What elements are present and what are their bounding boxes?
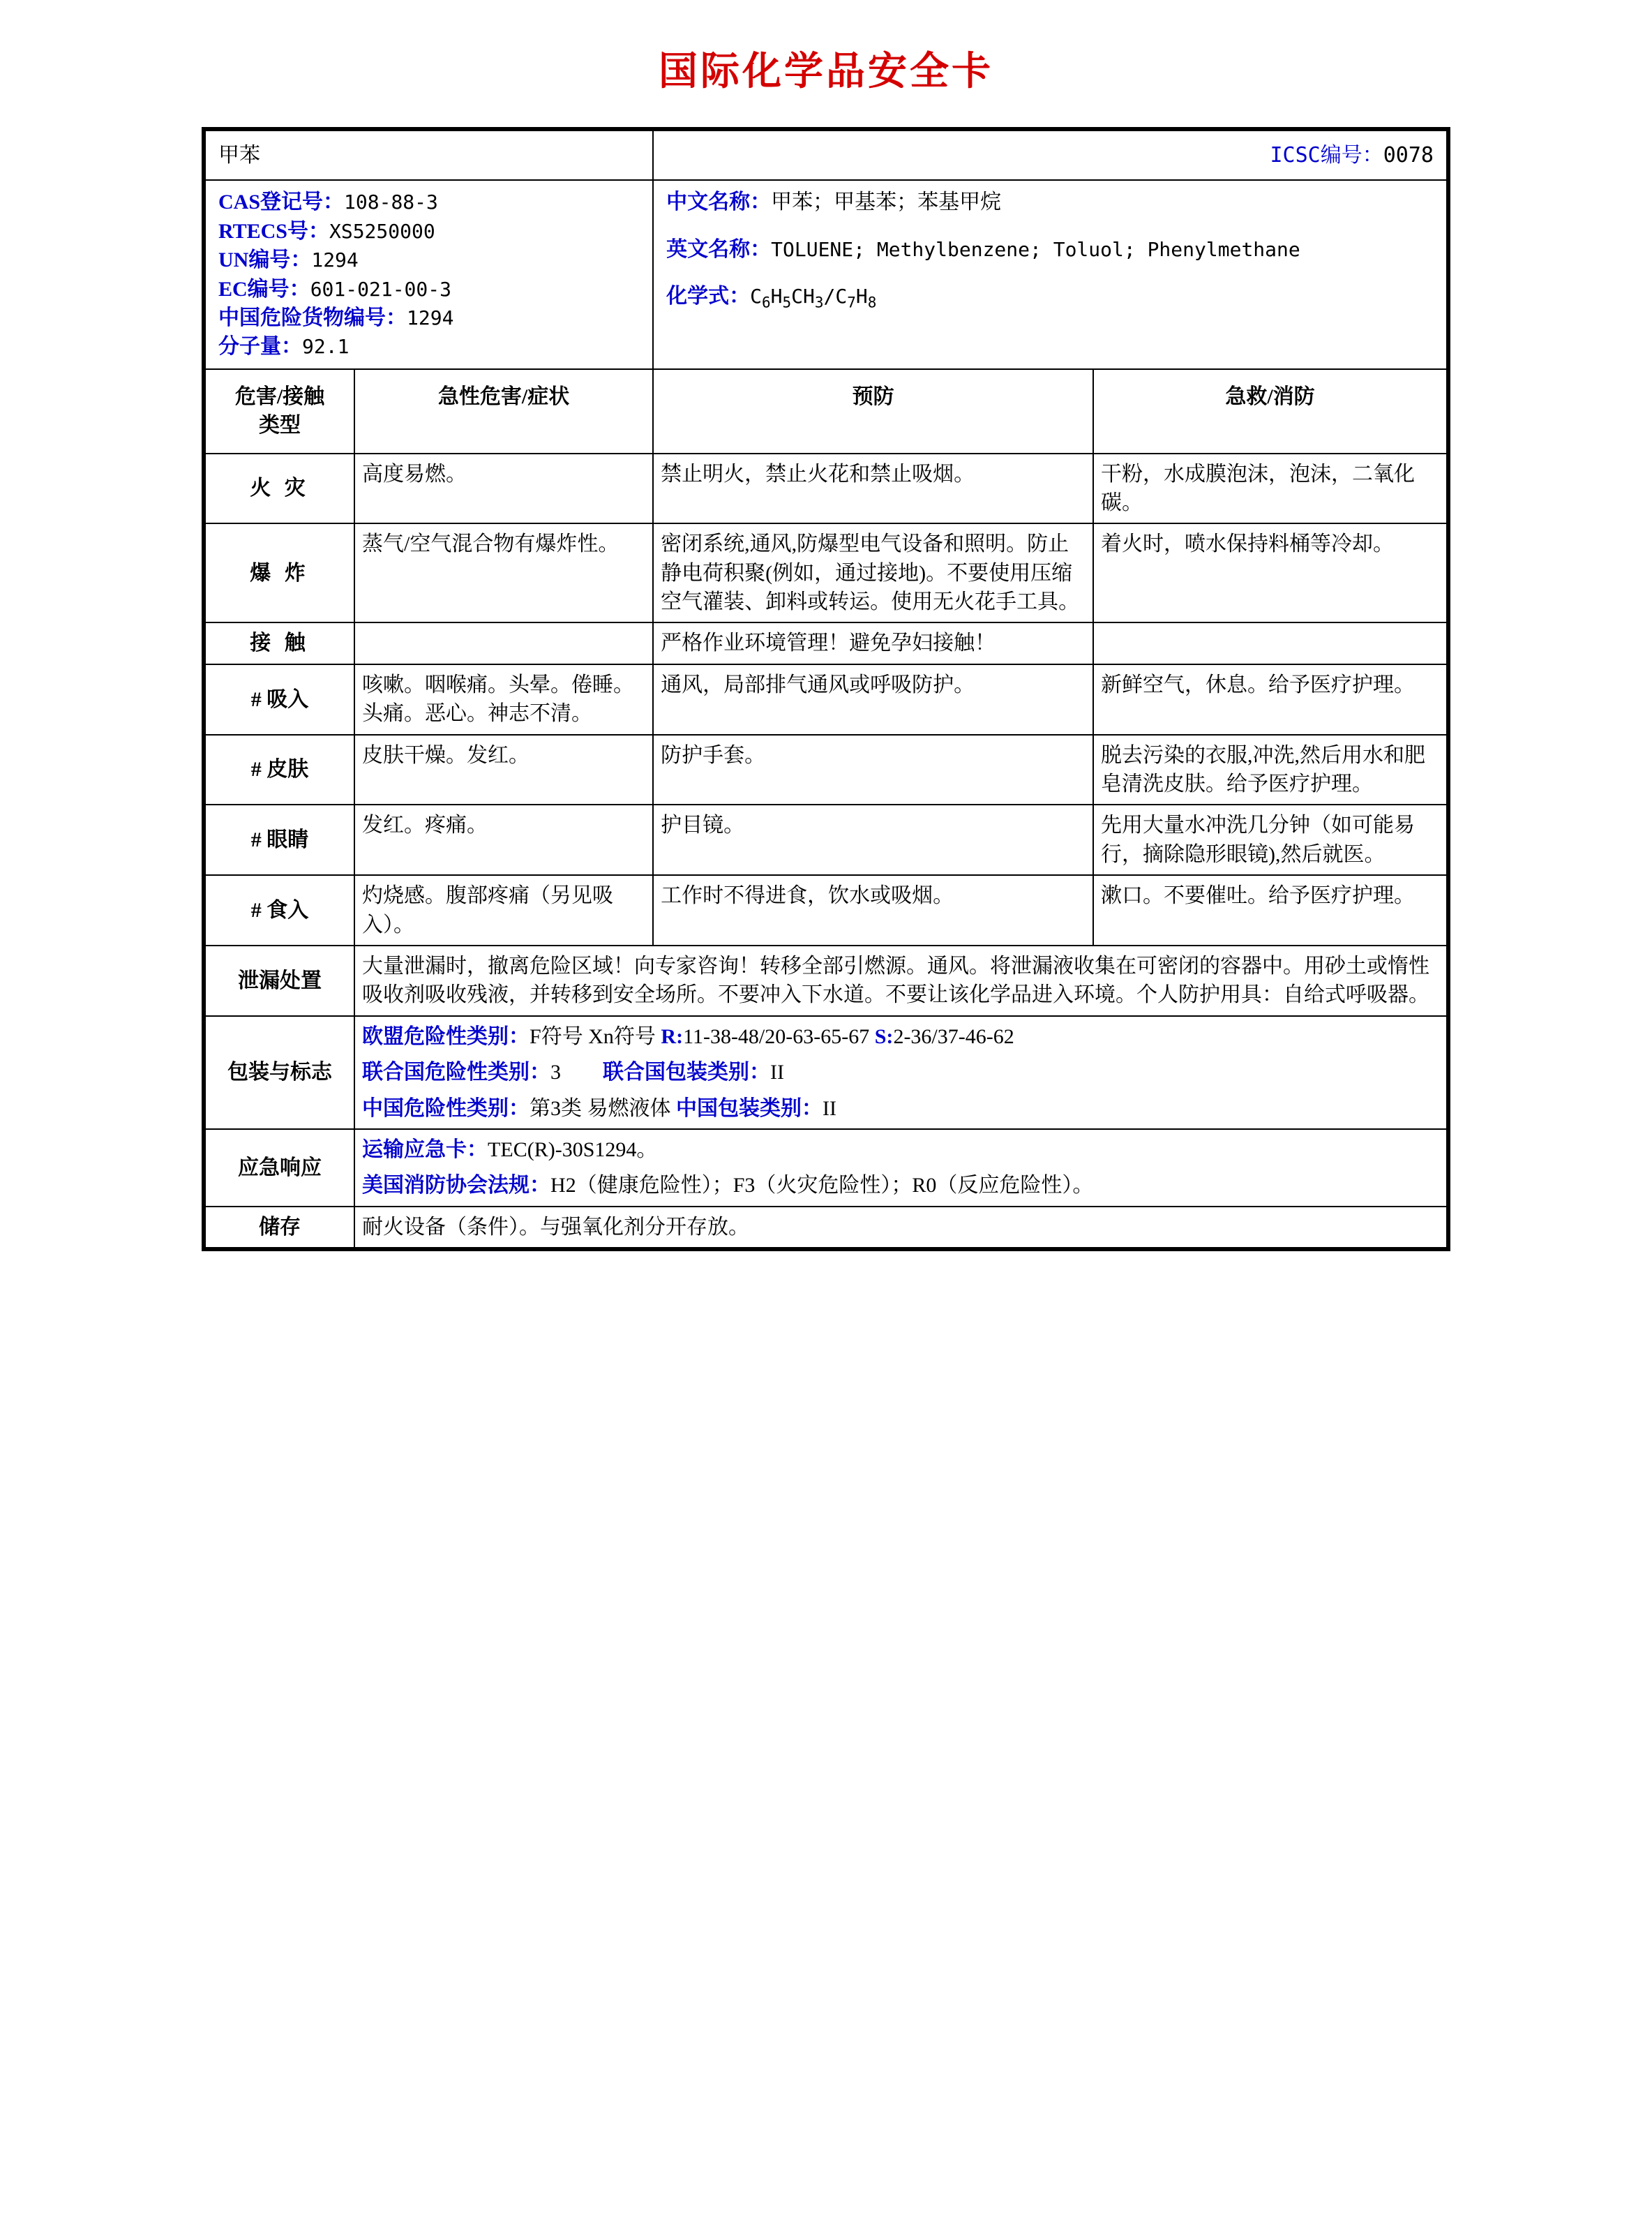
- mw-value: 92.1: [302, 335, 350, 359]
- rtecs-label: RTECS号：: [218, 219, 329, 243]
- eyes-hazard: 发红。疼痛。: [354, 805, 653, 875]
- un-label: UN编号：: [218, 248, 312, 272]
- field-label: S:: [874, 1024, 894, 1048]
- packaging-line: [362, 1022, 1439, 1051]
- spill-text: 大量泄漏时，撤离危险区域！向专家咨询！转移全部引燃源。通风。将泄漏液收集在可密闭的容器中。用砂土或惰性吸收剂吸收残液，并转移到安全场所。不要冲入下水道。不要让该化学品进入环境。个人防护用具：自给式呼吸器。: [354, 946, 1447, 1016]
- icsc-number-cell: [653, 130, 1447, 180]
- ingestion-firstaid: 漱口。不要催吐。给予医疗护理。: [1093, 875, 1447, 946]
- cn-dg-value: 1294: [407, 306, 454, 329]
- substance-name: 甲苯: [205, 130, 653, 180]
- emergency-text: [354, 1129, 1447, 1207]
- molecular-weight-line: [218, 332, 640, 361]
- col-header-hazard: 急性危害/症状: [354, 369, 653, 454]
- eyes-prevention: 护目镜。: [653, 805, 1093, 875]
- row-label-emergency: 应急响应: [205, 1129, 354, 1207]
- cn-dg-label: 中国危险货物编号：: [218, 306, 407, 329]
- storage-text: 耐火设备（条件）。与强氧化剂分开存放。: [354, 1207, 1447, 1248]
- rtecs-line: [218, 217, 640, 246]
- field-value: 11-38-48/20-63-65-67: [683, 1024, 875, 1048]
- field-label: R:: [661, 1024, 684, 1048]
- identity-right: [653, 180, 1447, 368]
- row-label-explosion: 爆 炸: [205, 523, 354, 622]
- formula-line: [666, 282, 1434, 313]
- page-title: 国际化学品安全卡: [659, 49, 993, 94]
- table-row: [205, 735, 1447, 805]
- field-label: 欧盟危险性类别：: [362, 1024, 530, 1048]
- chinese-name-line: [666, 188, 1434, 216]
- formula-label: 化学式：: [666, 285, 751, 308]
- ec-value: 601-021-00-3: [310, 277, 451, 301]
- row-label-ingestion: # 食入: [205, 875, 354, 946]
- spill-row: [205, 946, 1447, 1016]
- fire-firstaid: 干粉，水成膜泡沫，泡沫，二氧化碳。: [1093, 454, 1447, 524]
- exposure-prevention: 严格作业环境管理！避免孕妇接触！: [653, 622, 1093, 664]
- en-name-value: TOLUENE; Methylbenzene; Toluol; Phenylmethane: [771, 237, 1300, 261]
- cas-line: [218, 188, 640, 216]
- cas-value: 108-88-3: [344, 191, 438, 214]
- mw-label: 分子量：: [218, 335, 302, 359]
- explosion-hazard: 蒸气/空气混合物有爆炸性。: [354, 523, 653, 622]
- inhalation-hazard: 咳嗽。咽喉痛。头晕。倦睡。头痛。恶心。神志不清。: [354, 664, 653, 735]
- inhalation-firstaid: 新鲜空气，休息。给予医疗护理。: [1093, 664, 1447, 735]
- col-header-firstaid: 急救/消防: [1093, 369, 1447, 454]
- eyes-firstaid: 先用大量水冲洗几分钟（如可能易行，摘除隐形眼镜),然后就医。: [1093, 805, 1447, 875]
- field-value: H2（健康危险性）；F3（火灾危险性）；R0（反应危险性）。: [550, 1174, 1094, 1197]
- table-row: [205, 622, 1447, 664]
- ingestion-prevention: 工作时不得进食，饮水或吸烟。: [653, 875, 1093, 946]
- card-header-row: [205, 130, 1447, 180]
- english-name-line: [666, 235, 1434, 264]
- cn-name-label: 中文名称：: [666, 191, 772, 214]
- table-row: [205, 664, 1447, 735]
- row-label-eyes: # 眼睛: [205, 805, 354, 875]
- icsc-label: ICSC编号：: [1270, 143, 1383, 167]
- cas-label: CAS登记号：: [218, 191, 345, 214]
- field-label: 中国包装类别：: [676, 1096, 823, 1120]
- row-label-storage: 储存: [205, 1207, 354, 1248]
- skin-prevention: 防护手套。: [653, 735, 1093, 805]
- ingestion-hazard: 灼烧感。腹部疼痛（另见吸入）。: [354, 875, 653, 946]
- fire-prevention: 禁止明火，禁止火花和禁止吸烟。: [653, 454, 1093, 524]
- skin-firstaid: 脱去污染的衣服,冲洗,然后用水和肥皂清洗皮肤。给予医疗护理。: [1093, 735, 1447, 805]
- column-header-row: [205, 369, 1447, 454]
- field-value: TEC(R)-30S1294。: [488, 1137, 658, 1161]
- icsc-card: [202, 127, 1450, 1251]
- row-label-exposure: 接 触: [205, 622, 354, 664]
- row-label-skin: # 皮肤: [205, 735, 354, 805]
- identity-row: [205, 180, 1447, 368]
- row-label-spill: 泄漏处置: [205, 946, 354, 1016]
- inhalation-prevention: 通风，局部排气通风或呼吸防护。: [653, 664, 1093, 735]
- table-row: [205, 454, 1447, 524]
- field-label: 运输应急卡：: [362, 1137, 488, 1161]
- field-value: 第3类 易燃液体: [530, 1096, 677, 1120]
- packaging-row: [205, 1016, 1447, 1129]
- table-row: [205, 523, 1447, 622]
- field-label: 中国危险性类别：: [362, 1096, 530, 1120]
- field-label: 联合国危险性类别：: [362, 1061, 551, 1084]
- emergency-row: [205, 1129, 1447, 1207]
- field-value: 3: [550, 1061, 603, 1084]
- row-label-inhalation: # 吸入: [205, 664, 354, 735]
- field-label: 联合国包装类别：: [603, 1061, 771, 1084]
- exposure-firstaid: [1093, 622, 1447, 664]
- storage-row: [205, 1207, 1447, 1248]
- packaging-line: [362, 1058, 1439, 1087]
- identity-left: [205, 180, 653, 368]
- exposure-hazard: [354, 622, 653, 664]
- un-line: [218, 246, 640, 274]
- field-label: 美国消防协会法规：: [362, 1174, 551, 1197]
- cn-dangerous-goods-line: [218, 304, 640, 332]
- packaging-line: [362, 1094, 1439, 1123]
- icsc-number: 0078: [1383, 143, 1434, 167]
- ec-label: EC编号：: [218, 277, 310, 301]
- field-value: II: [770, 1061, 785, 1084]
- rtecs-value: XS5250000: [329, 219, 435, 243]
- fire-hazard: 高度易燃。: [354, 454, 653, 524]
- col-header-prevention: 预防: [653, 369, 1093, 454]
- field-value: F符号 Xn符号: [530, 1024, 661, 1048]
- row-label-fire: 火 灾: [205, 454, 354, 524]
- table-row: [205, 805, 1447, 875]
- emergency-line: [362, 1171, 1439, 1200]
- col-header-type: 危害/接触 类型: [205, 369, 354, 454]
- formula-value: $C_6H_5CH_3/C_7H_8$: [750, 285, 877, 311]
- icsc-table: [204, 130, 1448, 1248]
- skin-hazard: 皮肤干燥。发红。: [354, 735, 653, 805]
- un-value: 1294: [311, 248, 359, 272]
- field-value: 2-36/37-46-62: [893, 1024, 1014, 1048]
- cn-name-value: 甲苯；甲基苯；苯基甲烷: [771, 191, 1002, 214]
- en-name-label: 英文名称：: [666, 237, 772, 261]
- packaging-text: [354, 1016, 1447, 1129]
- field-value: II: [823, 1096, 837, 1120]
- explosion-prevention: 密闭系统,通风,防爆型电气设备和照明。防止静电荷积聚(例如，通过接地)。不要使用压缩空气灌装、卸料或转运。使用无火花手工具。: [653, 523, 1093, 622]
- row-label-packaging: 包装与标志: [205, 1016, 354, 1129]
- explosion-firstaid: 着火时，喷水保持料桶等冷却。: [1093, 523, 1447, 622]
- ec-line: [218, 275, 640, 304]
- table-row: [205, 875, 1447, 946]
- emergency-line: [362, 1135, 1439, 1164]
